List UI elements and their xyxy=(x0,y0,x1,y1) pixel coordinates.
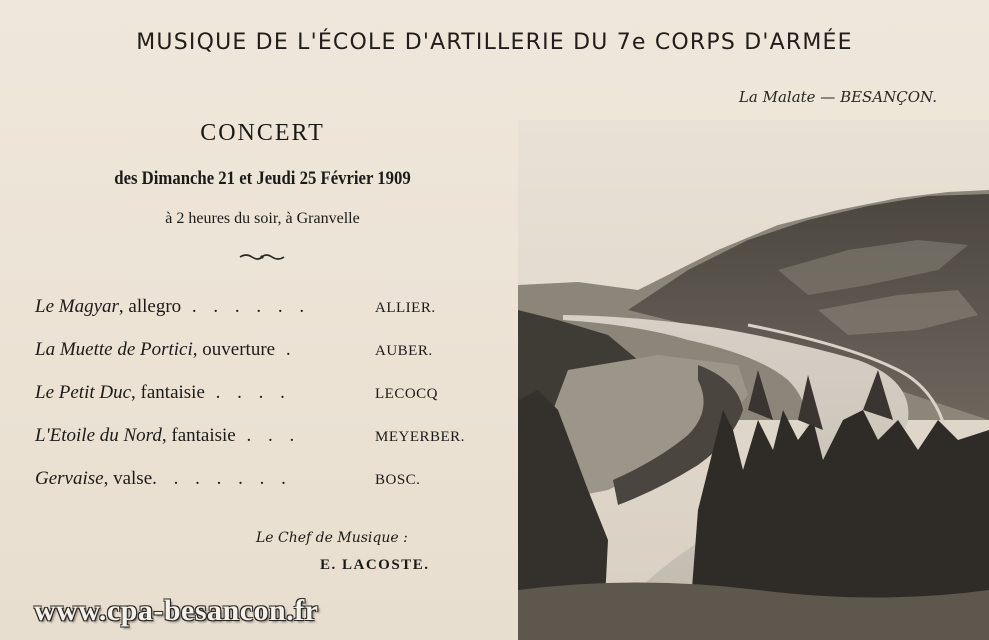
program-work: Gervaise xyxy=(35,468,104,489)
concert-dates: des Dimanche 21 et Jeudi 25 Février 1909 xyxy=(114,168,411,189)
program-item xyxy=(35,296,475,339)
program-item xyxy=(35,468,475,511)
chef-label: Le Chef de Musique : xyxy=(256,530,408,546)
program-work: La Muette de Portici xyxy=(35,339,193,360)
program-item xyxy=(35,339,475,382)
program-form: , allegro xyxy=(118,296,182,317)
photo-caption: La Malate — BESANÇON. xyxy=(738,88,937,106)
program-composer: ALLIER. xyxy=(375,300,436,316)
program-form: , ouverture xyxy=(192,339,276,360)
program-leader-dots: . . . . . . . xyxy=(152,468,292,489)
program-leader-dots: . xyxy=(275,339,297,360)
program-work: L'Etoile du Nord xyxy=(35,425,162,446)
program-form: , fantaisie xyxy=(131,382,205,403)
ornament-divider xyxy=(238,252,286,262)
program-leader-dots: . . . . . . xyxy=(181,296,311,317)
program-form: , valse xyxy=(103,468,153,489)
program-item xyxy=(35,382,475,425)
header-title: MUSIQUE DE L'ÉCOLE D'ARTILLERIE DU 7e CORPS D'ARMÉE xyxy=(136,30,853,55)
program-list xyxy=(35,296,475,511)
chef-name: E. LACOSTE. xyxy=(320,557,430,573)
program-work: Le Magyar xyxy=(35,296,119,317)
program-composer: LECOCQ xyxy=(375,386,438,402)
program-work: Le Petit Duc xyxy=(35,382,132,403)
concert-title: CONCERT xyxy=(200,120,325,146)
watermark-url: www.cpa-besancon.fr xyxy=(34,594,319,627)
program-item xyxy=(35,425,475,468)
program-composer: MEYERBER. xyxy=(375,429,465,445)
landscape-photo xyxy=(518,120,989,640)
program-leader-dots: . . . . xyxy=(204,382,291,403)
program-composer: BOSC. xyxy=(375,472,421,488)
concert-time: à 2 heures du soir, à Granvelle xyxy=(165,210,360,227)
program-composer: AUBER. xyxy=(375,343,433,359)
program-form: , fantaisie xyxy=(161,425,236,446)
program-leader-dots: . . . xyxy=(235,425,301,446)
